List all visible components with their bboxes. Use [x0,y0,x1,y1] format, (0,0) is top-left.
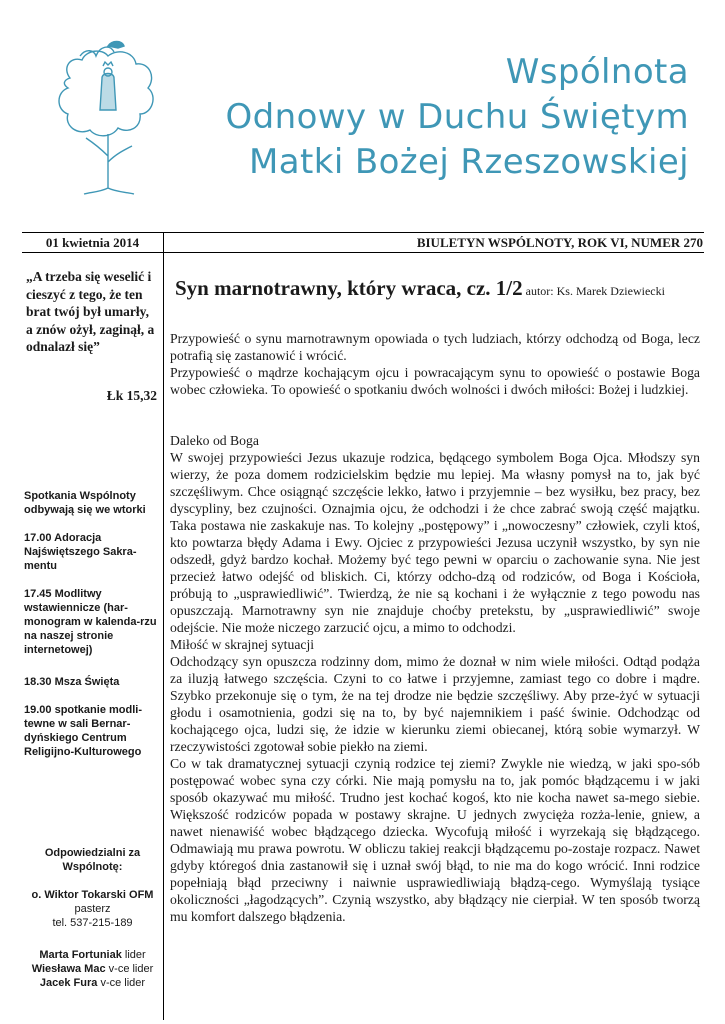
pastor-role: pasterz [74,903,111,915]
schedule-mass: 18.30 Msza Święta [24,676,120,688]
leader-name: Marta Fortuniak [39,949,122,961]
masthead [0,0,725,228]
leader-entry [22,948,163,962]
bar-divider [22,252,704,253]
issue-date: 01 kwietnia 2014 [45,235,140,250]
pastor-name: o. Wiktor Tokarski OFM [31,889,154,901]
masthead-title-line1: Wspólnota [505,52,689,92]
leader-role: v-ce lider [105,963,154,975]
leader-entry [22,976,163,990]
article-section-1 [170,432,700,636]
leader-name: Wiesława Mac [31,963,106,975]
intro-paragraph: Przypowieść o mądrze kochającym ojcu i powracającym synu to opowieść o postawie Boga wobec człowieka. To opowieść o spotkaniu dwóch wolności i dwóch miłości: Bożej i ludzkiej. [170,365,700,397]
article-heading: Syn marnotrawny, który wraca, cz. 1/2 [175,276,523,300]
masthead-title-line3: Matki Bożej Rzeszowskiej [249,142,689,182]
intro-paragraph: Przypowieść o synu marnotrawnym opowiada o tych ludziach, którzy odchodzą od Boga, lecz potrafią się zastanowić i wrócić. [170,331,700,363]
tree-with-madonna-and-dove-icon [52,38,164,198]
masthead-title-line2: Odnowy w Duchu Świętym [225,97,689,137]
article-intro [170,330,700,398]
schedule-prayer-meeting: 19.00 spotkanie modli-tewne w sali Bernar-dyńskiego Centrum Religijno-Kulturowego [24,704,142,758]
article-author: autor: Ks. Marek Dziewiecki [522,284,665,298]
bulletin-info: BIULETYN WSPÓLNOTY, ROK VI, NUMER 270 [416,235,703,250]
article-section-2 [170,636,700,925]
leader-role: v-ce lider [97,977,146,989]
responsible-header: Odpowiedzialni za Wspólnotę: [44,847,141,873]
leader-role: lider [121,949,146,961]
schedule-meetings: Spotkania Wspólnoty odbywają się we wtorki [24,490,146,516]
section-paragraph: Co w tak dramatycznej sytuacji czynią rodzice tej ziemi? Zwykle nie wiedzą, w jaki spo-sób postępować wobec syna czy córki. Nie mają pomysłu na to, jak pomóc błądzącemu i w jaki sposób okazywać mu miłość. Trudno jest kochać kogoś, kto nie kocha nawet sa-mego siebie. Większość rodziców popada w postawy skrajne. U jednych zwycięża rozża-lenie, gniew, a nawet nienawiść wobec błądzącego dziecka. Wycofują miłość i wyrzekają się błądzącego. Odmawiają mu prawa powrotu. W obliczu takiej reakcji błądzącemu po-zostaje rozpacz. Nawet gdyby któregoś dnia zastanowił się i uznał swój błąd, to nie ma do kogo wrócić. Inni rodzice popełniają błąd przeciwny i naiwnie usprawiedliwiają błądzą-cego. Wymyślają tysiące okoliczności „łagodzących”. Czynią wszystko, aby błądzący nie cierpiał. W ten sposób tworzą mu komfort dalszego błądzenia. [170,756,700,924]
section-heading: Miłość w skrajnej sytuacji [170,637,315,652]
quote-reference: Łk 15,32 [106,388,157,403]
section-heading: Daleko od Boga [170,433,259,448]
leader-name: Jacek Fura [39,977,98,989]
sidebar-quote: „A trzeba się weselić i cieszyć z tego, że ten brat twój był umarły, a znów ożył, zaginął, a odnalazł się” [26,269,155,354]
leader-entry [22,962,163,976]
pastor-phone: tel. 537-215-189 [52,917,133,929]
column-divider [163,232,164,1020]
schedule-adoration: 17.00 Adoracja Najświętszego Sakra-mentu [24,532,137,572]
top-divider [22,232,704,233]
schedule-prayers: 17.45 Modlitwy wstawiennicze (har-monogram w kalenda-rzu na naszej stronie internetowej) [24,588,157,656]
section-paragraph: W swojej przypowieści Jezus ukazuje rodzica, będącego symbolem Boga Ojca. Młodszy syn wierzy, że poza domem rodzicielskim będzie mu lepiej. Ma własny pomysł na to, jak być szczęśliwym. Chce osiągnąć szczęście lekko, łatwo i przyjemnie – bez wysiłku, bez pracy, bez dyscypliny, bez czujności. Oznajmia ojcu, że odchodzi i że chce zabrać swoją część majątku. Taka postawa nie zaskakuje nas. To kolejny „postępowy” i „nowoczesny” człowiek, czyli ktoś, kto powtarza błędy Adama i Ewy. Ojciec z przypowieści Jezusa uczynił wszystko, by syn nie odszedł, gdyż bardzo kochał. Możemy być tego pewni w oparciu o zachowanie syna. Nie jest przecież łatwo odejść od bliskich. Ci, którzy odcho-dzą od rodziców, od Boga i Kościoła, próbują to „usprawiedliwić”. Twierdzą, że nie są kochani i że wyłącznie z tego powodu nas opuszczają. Marnotrawny syn nie znajduje choćby pretekstu, by „usprawiedliwić” swoje odejście. Nie może niczego zarzucić ojcu, a mimo to odchodzi. [170,450,700,635]
section-paragraph: Odchodzący syn opuszcza rodzinny dom, mimo że doznał w nim wiele miłości. Odtąd podąża za iluzją łatwego szczęścia. Czyni to co łatwe i przyjemne, zamiast tego co dobre i mądre. Szybko przekonuje się o tym, że na tej drodze nie będzie szczęśliwy. Aby prze-żyć w sytuacji głodu i osamotnienia, godzi się na to, by być najemnikiem i paść świnie. Odchodząc od kochającego ojca, ludzi się, że idzie w kierunku ziemi obiecanej, którą sobie wymarzył. W rzeczywistości zgotował sobie piekło na ziemi. [170,654,700,754]
article-title [175,276,665,301]
